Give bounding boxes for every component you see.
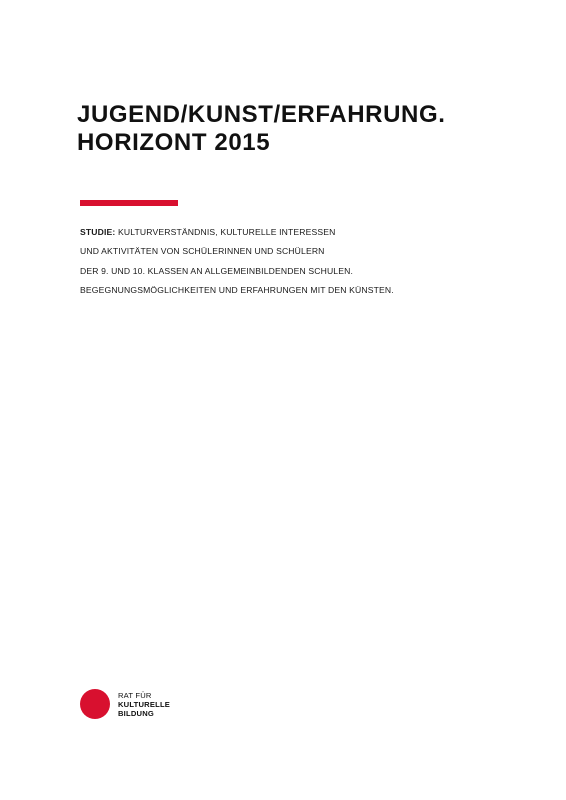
study-line-4: BEGEGNUNGSMÖGLICHKEITEN UND ERFAHRUNGEN MIT DEN KÜNSTEN.: [80, 284, 394, 295]
study-description: [80, 223, 540, 300]
logo-line-3: BILDUNG: [118, 708, 154, 718]
study-line-2: UND AKTIVITÄTEN VON SCHÜLERINNEN UND SCHÜLERN: [80, 246, 325, 257]
logo-circle-icon: [80, 689, 110, 719]
title-line-2: HORIZONT 2015: [77, 129, 271, 156]
accent-rule: [80, 200, 178, 206]
document-title: [77, 101, 537, 157]
logo-line-2: KULTURELLE: [118, 699, 171, 709]
study-text-1: KULTURVERSTÄNDNIS, KULTURELLE INTERESSEN: [117, 227, 336, 237]
study-line-3: DER 9. UND 10. KLASSEN AN ALLGEMEINBILDENDEN SCHULEN.: [80, 265, 354, 276]
publisher-logo: [80, 688, 170, 720]
study-line-1: [80, 223, 540, 242]
logo-wordmark: [118, 691, 170, 718]
title-line-1: JUGEND/KUNST/ERFAHRUNG.: [77, 101, 446, 128]
study-label: STUDIE:: [80, 227, 116, 237]
logo-line-1: RAT FÜR: [118, 690, 152, 700]
